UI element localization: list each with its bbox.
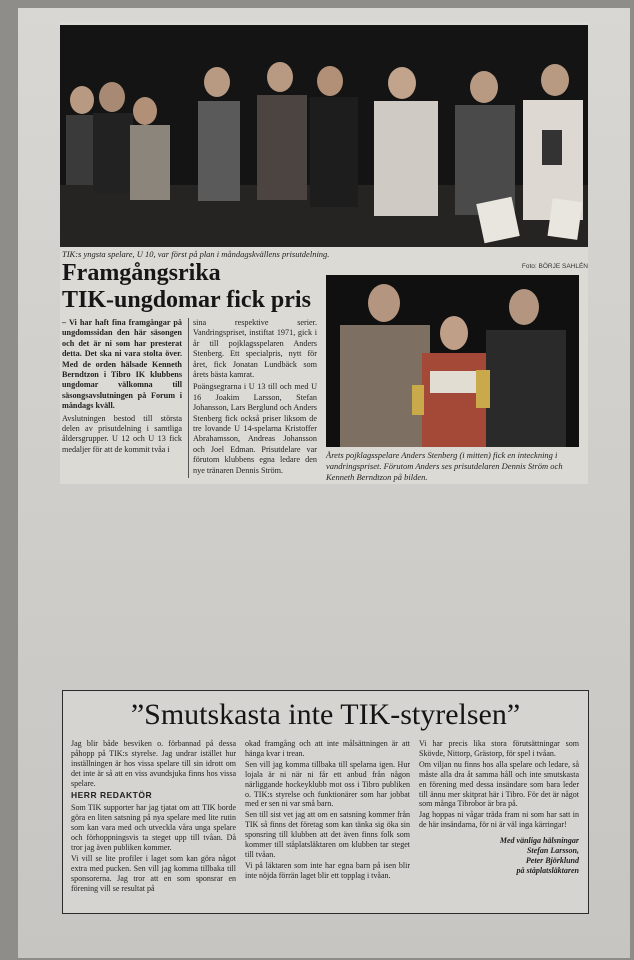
letter-paragraph: Jag hoppas ni vågar träda fram ni som har satt in de här insändarna, för ni är väl inga kärringar! bbox=[419, 810, 579, 830]
letter-box bbox=[62, 690, 589, 914]
article-body-1: Avslutningen bestod till största delen av prisutdelning i samtliga åldersgrupper. U 12 och U 13 fick medaljer för att de kommit tvåa i bbox=[62, 413, 182, 454]
letter-paragraph: Jag blir både besviken o. förbannad på dessa påhopp på TIK:s styrelse. Jag undrar istället hur inställningen är hos vissa spelare till sin idrott om det inte är så att en viss avundsjuka finns hos vissa spelare. bbox=[71, 739, 236, 788]
letter-paragraph: Sen till sist vet jag att om en satsning kommer från TIK så finns det företag som kan tänka sig öka sin sponsring till klubben att det även finns folk som kommer till ståplatsläktaren om klubben tar steget till tvåan. bbox=[245, 810, 410, 859]
article-lead: – Vi har haft fina framgångar på ungdomssidan den här säsongen och det är ni som har presterat detta. Det ska ni vara stolta över. Med de orden hälsade Kenneth Berndtzon i Tibro IK klubbens ungdomar välkomna till säsongsavslutningen på Forum i måndags kväll. bbox=[62, 318, 182, 411]
photo-award-winner bbox=[326, 275, 579, 447]
letter-paragraph: Vi har precis lika stora förutsättningar som Skövde, Nittorp, Grästorp, för spel i tvåan. bbox=[419, 739, 579, 758]
column-divider bbox=[188, 318, 189, 478]
letter-paragraph: Sen vill jag komma tillbaka till spelarna igen. Hur lojala är ni när ni får ett anbud från någon närliggande hockeyklubb mot oss i Tibro publiken o. TIK:s styrelse och funktionärer som har jobbat med er sen ni var små barn. bbox=[245, 759, 410, 809]
letter-column-3 bbox=[419, 739, 579, 876]
signature-line: på ståplatsläktaren bbox=[516, 865, 579, 875]
letter-column-2 bbox=[245, 739, 410, 882]
letter-paragraph: Vi vill se lite profiler i laget som kan göra något extra med pucken. Sen vill jag komma tillbaka till sponsorerna. Jag tror att en som sponsrar en förening vill se resultat på bbox=[71, 853, 236, 893]
article-headline bbox=[62, 260, 332, 314]
letter-title: ”Smutskasta inte TIK-styrelsen” bbox=[130, 698, 521, 731]
headline-line-2: TIK-ungdomar fick pris bbox=[62, 287, 311, 313]
top-photo-caption: TIK:s yngsta spelare, U 10, var först på plan i måndagskvällens prisutdelning. bbox=[62, 249, 330, 259]
article-column-1 bbox=[62, 318, 182, 457]
letter-subheading: HERR REDAKTÖR bbox=[71, 789, 153, 800]
letter-paragraph: Vi på läktaren som inte har egna barn på isen blir inte nöjda förrän laget blir ett topplag i tvåan. bbox=[245, 860, 410, 880]
signature-line: Peter Björklund bbox=[525, 855, 579, 865]
letter-paragraph: Om viljan nu finns hos alla spelare och ledare, så måste alla dra åt samma håll och inte smutskasta en förening med dessa insändare som bara leder till ännu mer skitprat här i Tibro. För det är något som många Tibrobor är bra på. bbox=[419, 759, 579, 809]
letter-signature bbox=[419, 836, 579, 876]
article-body-3: Poängsegrarna i U 13 till och med U 16 Joakim Larsson, Stefan Johansson, Lars Berglund och Anders Stenberg fick också priser liksom de tre lovande U 14-spelarna Kristoffer Abrahamsson, Andreas Johansson och Joel Edman. Prisutdelare var förutom klubbens egna ledare den nye tränaren Dennis Ström. bbox=[193, 382, 317, 475]
article-body-2: sina respektive serier. Vandringspriset, instiftat 1971, gick i år till pojklagsspelaren Anders Stenberg. Ett specialpris, nytt för året, fick Jonatan Lundbäck som årets bästa kamrat. bbox=[193, 318, 317, 380]
right-photo-caption: Årets pojklagsspelare Anders Stenberg (i mitten) fick en inteckning i vandringspriset. Förutom Anders ses prisutdelaren Dennis Ström och Kenneth Berndtzon på bilden. bbox=[326, 450, 563, 482]
headline-line-1: Framgångsrika bbox=[62, 260, 221, 286]
signature-line: Stefan Larsson, bbox=[526, 846, 579, 856]
letter-paragraph: okad framgång och att inte målsättningen är att hänga kvar i trean. bbox=[245, 739, 410, 758]
letter-column-1 bbox=[71, 739, 236, 895]
photo-credit: Foto: BÖRJE SAHLÉN bbox=[521, 263, 588, 270]
photo-youth-players bbox=[60, 25, 588, 247]
article-column-2 bbox=[193, 318, 317, 478]
signature-line: Med vänliga hälsningar bbox=[499, 836, 579, 846]
letter-paragraph: Som TIK supporter har jag tjatat om att TIK borde göra en liten satsning på nya spelare med lite rutin som kan vara med och utveckla våra unga spelare och förhoppningsvis ta steget upp till tvåan. Då tror jag även publiken kommer. bbox=[71, 803, 236, 853]
